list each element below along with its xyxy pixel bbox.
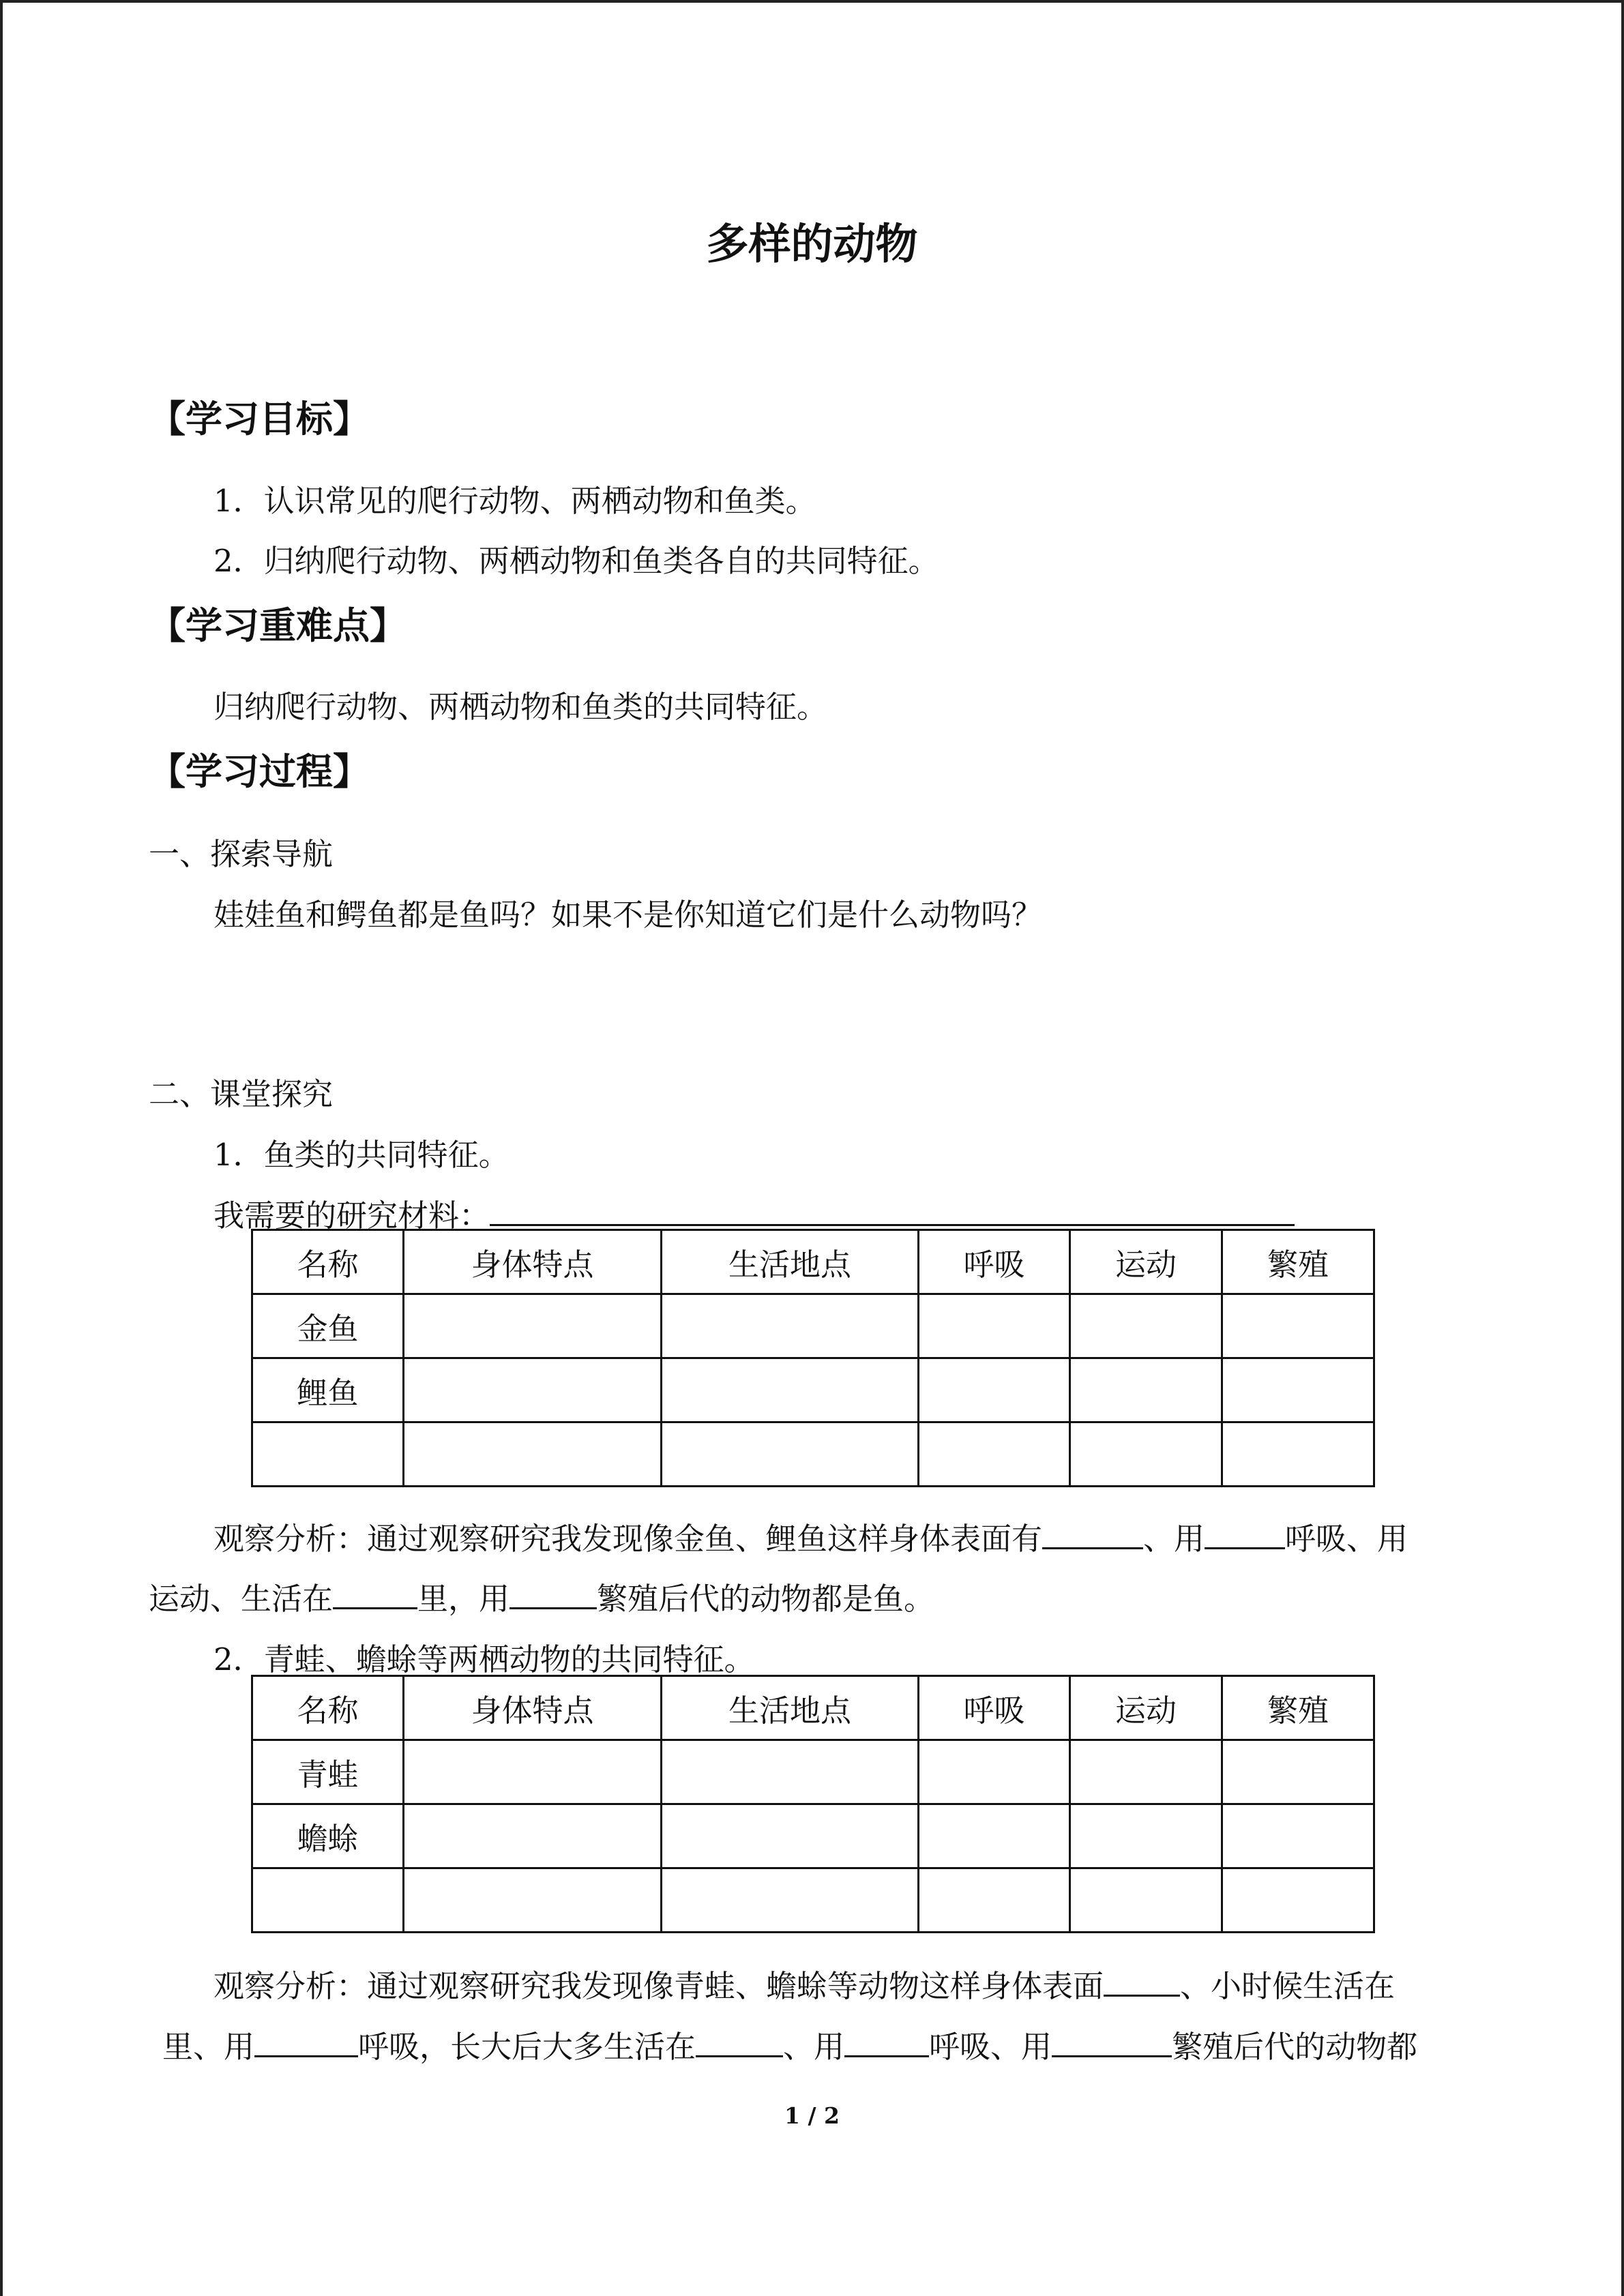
table-header-row [252,1676,1374,1740]
answer-blank[interactable] [1042,1517,1143,1549]
fish-table [251,1229,1375,1487]
part2-heading: 二、课堂探究 [149,1076,334,1112]
table-cell[interactable] [404,1294,662,1358]
table-cell[interactable] [919,1740,1070,1804]
process-heading: 【学习过程】 [149,750,370,793]
header-reproduction: 繁殖 [1222,1230,1374,1294]
answer-blank[interactable] [1104,1964,1180,1997]
amphibian-table [251,1675,1375,1933]
table-cell[interactable] [1222,1358,1374,1422]
key-points-heading: 【学习重难点】 [149,604,407,647]
table-cell[interactable] [1070,1804,1222,1868]
table-row [252,1358,1374,1422]
table-cell[interactable] [662,1422,919,1487]
answer-blank[interactable] [510,1577,597,1609]
table-header-row [252,1230,1374,1294]
table-cell[interactable] [1222,1868,1374,1933]
analysis-text: 运动、生活在 [149,1581,334,1617]
row-label: 蟾蜍 [252,1804,404,1868]
table-cell[interactable] [919,1868,1070,1933]
header-movement: 运动 [1070,1676,1222,1740]
row-label[interactable] [252,1422,404,1487]
table-cell[interactable] [404,1358,662,1422]
row-label[interactable] [252,1868,404,1933]
table-cell[interactable] [1222,1740,1374,1804]
table-row [252,1294,1374,1358]
answer-blank[interactable] [1205,1517,1285,1549]
table-cell[interactable] [919,1294,1070,1358]
table-row [252,1422,1374,1487]
table-cell[interactable] [1070,1422,1222,1487]
analysis-text: 呼吸，长大后大多生活在 [358,2029,696,2065]
table-cell[interactable] [919,1804,1070,1868]
header-habitat: 生活地点 [662,1230,919,1294]
answer-blank[interactable] [333,1577,417,1609]
table-cell[interactable] [662,1740,919,1804]
materials-label: 我需要的研究材料： [213,1197,490,1234]
table-row [252,1740,1374,1804]
table-cell[interactable] [1070,1868,1222,1933]
answer-blank[interactable] [844,2025,929,2057]
analysis-text: 观察分析：通过观察研究我发现像青蛙、蟾蜍等动物这样身体表面 [213,1968,1104,2004]
header-name: 名称 [252,1676,404,1740]
analysis-text: 呼吸、用 [1285,1521,1408,1557]
header-breathing: 呼吸 [919,1676,1070,1740]
row-label: 青蛙 [252,1740,404,1804]
analysis-text: 、用 [1143,1521,1205,1557]
answer-blank[interactable] [696,2025,783,2057]
header-body-features: 身体特点 [404,1676,662,1740]
key-points-text: 归纳爬行动物、两栖动物和鱼类的共同特征。 [213,689,828,725]
part2-item2: 2．青蛙、蟾蜍等两栖动物的共同特征。 [213,1641,755,1678]
table-cell[interactable] [1222,1422,1374,1487]
table-cell[interactable] [1070,1358,1222,1422]
answer-blank[interactable] [1052,2025,1172,2057]
header-body-features: 身体特点 [404,1230,662,1294]
analysis2-line2 [162,2022,1417,2066]
analysis1-line1 [213,1514,1408,1558]
page-title: 多样的动物 [706,219,918,269]
table-cell[interactable] [404,1804,662,1868]
table-row [252,1804,1374,1868]
part2-item1: 1．鱼类的共同特征。 [213,1137,510,1173]
header-breathing: 呼吸 [919,1230,1070,1294]
analysis-text: 、小时候生活在 [1180,1968,1396,2004]
table-cell[interactable] [662,1358,919,1422]
table-cell[interactable] [1070,1294,1222,1358]
header-reproduction: 繁殖 [1222,1676,1374,1740]
analysis-text: 繁殖后代的动物都 [1172,2029,1418,2065]
part1-heading: 一、探索导航 [149,836,334,872]
table-cell[interactable] [1222,1804,1374,1868]
analysis-text: 呼吸、用 [929,2029,1052,2065]
analysis2-line1 [213,1961,1395,2006]
page-border-right [1621,0,1624,2296]
answer-blank[interactable] [254,2025,358,2057]
table-cell[interactable] [1070,1740,1222,1804]
analysis-text: 里，用 [417,1581,510,1617]
table-cell[interactable] [662,1804,919,1868]
analysis1-line2 [149,1574,934,1618]
table-cell[interactable] [1222,1294,1374,1358]
page-number: 1 / 2 [784,2102,840,2129]
table-cell[interactable] [662,1294,919,1358]
table-cell[interactable] [662,1868,919,1933]
row-label: 金鱼 [252,1294,404,1358]
header-habitat: 生活地点 [662,1676,919,1740]
table-cell[interactable] [919,1358,1070,1422]
objective-2: 2．归纳爬行动物、两栖动物和鱼类各自的共同特征。 [213,543,939,579]
part1-question: 娃娃鱼和鳄鱼都是鱼吗？如果不是你知道它们是什么动物吗？ [213,897,1043,933]
analysis-text: 里、用 [162,2029,255,2065]
analysis-text: 观察分析：通过观察研究我发现像金鱼、鲤鱼这样身体表面有 [213,1521,1043,1557]
page-border-top [0,0,1624,3]
analysis-text: 繁殖后代的动物都是鱼。 [597,1581,935,1617]
header-movement: 运动 [1070,1230,1222,1294]
table-cell[interactable] [404,1868,662,1933]
table-cell[interactable] [919,1422,1070,1487]
header-name: 名称 [252,1230,404,1294]
table-cell[interactable] [404,1422,662,1487]
objective-1: 1．认识常见的爬行动物、两栖动物和鱼类。 [213,483,816,519]
analysis-text: 、用 [783,2029,845,2065]
page-border-left [0,0,3,2296]
materials-blank[interactable] [490,1193,1295,1226]
objectives-heading: 【学习目标】 [149,398,370,441]
table-row [252,1868,1374,1933]
row-label: 鲤鱼 [252,1358,404,1422]
table-cell[interactable] [404,1740,662,1804]
